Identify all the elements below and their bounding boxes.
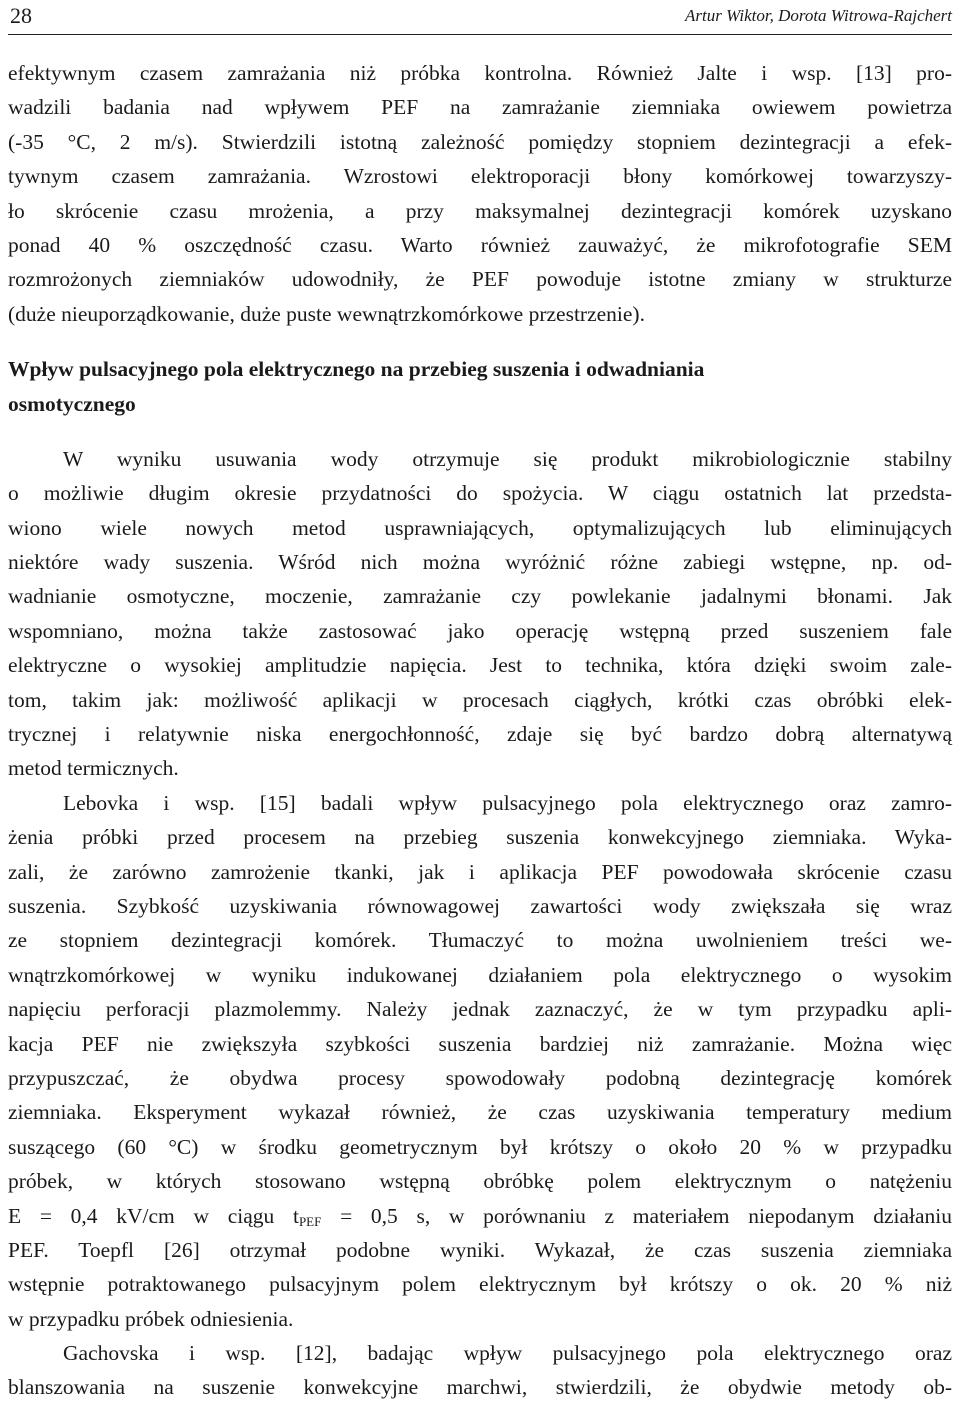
text-line: wstępnie potraktowanego pulsacyjnym polem elektrycznym był krótszy o ok. 20 % niż bbox=[8, 1272, 952, 1297]
formula-text-after: = 0,5 s, w porównaniu z materiałem niepodanym działaniu bbox=[321, 1203, 952, 1228]
text-line: tom, takim jak: możliwość aplikacji w procesach ciągłych, krótki czas obróbki elek- bbox=[8, 687, 952, 712]
text-line: Gachovska i wsp. [12], badając wpływ pulsacyjnego pola elektrycznego oraz bbox=[63, 1341, 952, 1366]
text-line: Lebovka i wsp. [15] badali wpływ pulsacyjnego pola elektrycznego oraz zamro- bbox=[63, 790, 952, 815]
text-line: elektryczne o wysokiej amplitudzie napięcia. Jest to technika, która dzięki swoim zale- bbox=[8, 653, 952, 678]
text-line: suszenia. Szybkość uzyskiwania równowagowej zawartości wody zwiększała się wraz bbox=[8, 893, 952, 918]
text-line: kacja PEF nie zwiększyła szybkości suszenia bardziej niż zamrażanie. Można więc bbox=[8, 1031, 952, 1056]
paragraph-3 bbox=[8, 786, 952, 1336]
text-line: wspomniano, można także zastosować jako operację wstępną przed suszeniem fale bbox=[8, 618, 952, 643]
running-head: Artur Wiktor, Dorota Witrowa-Rajchert bbox=[685, 6, 952, 25]
text-line: niektóre wady suszenia. Wśród nich można wyróżnić różne zabiegi wstępne, np. od- bbox=[8, 550, 952, 575]
text-line: ze stopniem dezintegracji komórek. Tłumaczyć to można uwolnieniem treści we- bbox=[8, 928, 952, 953]
section-heading bbox=[8, 352, 952, 421]
text-line: (duże nieuporządkowanie, duże puste wewnątrzkomórkowe przestrzenie). bbox=[8, 301, 645, 326]
text-line-formula bbox=[8, 1199, 952, 1233]
text-line: ło skrócenie czasu mrożenia, a przy maksymalnej dezintegracji komórek uzyskano bbox=[8, 198, 952, 223]
text-line: wadzili badania nad wpływem PEF na zamrażanie ziemniaka owiewem powietrza bbox=[8, 95, 952, 120]
text-line: w przypadku próbek odniesienia. bbox=[8, 1306, 294, 1331]
text-line: przypuszczać, że obydwa procesy spowodowały podobną dezintegrację komórek bbox=[8, 1065, 952, 1090]
heading-line: osmotycznego bbox=[8, 391, 136, 416]
text-line: ponad 40 % oszczędność czasu. Warto również zauważyć, że mikrofotografie SEM bbox=[8, 232, 952, 257]
text-line: tywnym czasem zamrażania. Wzrostowi elektroporacji błony komórkowej towarzyszy- bbox=[8, 164, 952, 189]
text-line: wiono wiele nowych metod usprawniających, optymalizujących lub eliminujących bbox=[8, 515, 952, 540]
text-line: metod termicznych. bbox=[8, 756, 179, 781]
text-line: suszącego (60 °C) w środku geometrycznym był krótszy o około 20 % w przypadku bbox=[8, 1134, 952, 1159]
paragraph-2 bbox=[8, 442, 952, 786]
formula-subscript: PEF bbox=[298, 1213, 322, 1229]
text-line: (-35 °C, 2 m/s). Stwierdzili istotną zależność pomiędzy stopniem dezintegracji a efek- bbox=[8, 129, 952, 154]
text-line: zali, że zarówno zamrożenie tkanki, jak i aplikacja PEF powodowała skrócenie czasu bbox=[8, 859, 952, 884]
text-line: blanszowania na suszenie konwekcyjne marchwi, stwierdzili, że obydwie metody ob- bbox=[8, 1375, 952, 1400]
text-line: rozmrożonych ziemniaków udowodniły, że PEF powoduje istotne zmiany w strukturze bbox=[8, 267, 952, 292]
text-line: żenia próbki przed procesem na przebieg suszenia konwekcyjnego ziemniaka. Wyka- bbox=[8, 825, 952, 850]
text-line: ziemniaka. Eksperyment wykazał również, że czas uzyskiwania temperatury medium bbox=[8, 1100, 952, 1125]
text-line: efektywnym czasem zamrażania niż próbka kontrolna. Również Jalte i wsp. [13] pro- bbox=[8, 61, 952, 85]
paragraph-4 bbox=[8, 1336, 952, 1405]
body-text bbox=[8, 56, 952, 1405]
paragraph-1 bbox=[8, 56, 952, 331]
page-number: 28 bbox=[10, 3, 32, 28]
formula-text-before: E = 0,4 kV/cm w ciągu t bbox=[8, 1203, 299, 1228]
page-header bbox=[8, 0, 952, 35]
text-line: próbek, w których stosowano wstępną obróbkę polem elektrycznym o natężeniu bbox=[8, 1169, 952, 1194]
heading-line: Wpływ pulsacyjnego pola elektrycznego na przebieg suszenia i odwadniania bbox=[8, 357, 705, 382]
text-line: o możliwie długim okresie przydatności do spożycia. W ciągu ostatnich lat przedsta- bbox=[8, 481, 952, 506]
text-line: wnątrzkomórkowej w wyniku indukowanej działaniem pola elektrycznego o wysokim bbox=[8, 962, 952, 987]
text-line: PEF. Toepfl [26] otrzymał podobne wyniki. Wykazał, że czas suszenia ziemniaka bbox=[8, 1237, 952, 1262]
text-line: napięciu perforacji plazmolemmy. Należy jednak zaznaczyć, że w tym przypadku apli- bbox=[8, 997, 952, 1022]
text-line: trycznej i relatywnie niska energochłonność, zdaje się być bardzo dobrą alternatywą bbox=[8, 722, 952, 747]
text-line: W wyniku usuwania wody otrzymuje się produkt mikrobiologicznie stabilny bbox=[63, 446, 952, 471]
text-line: wadnianie osmotyczne, moczenie, zamrażanie czy powlekanie jadalnymi błonami. Jak bbox=[8, 584, 952, 609]
